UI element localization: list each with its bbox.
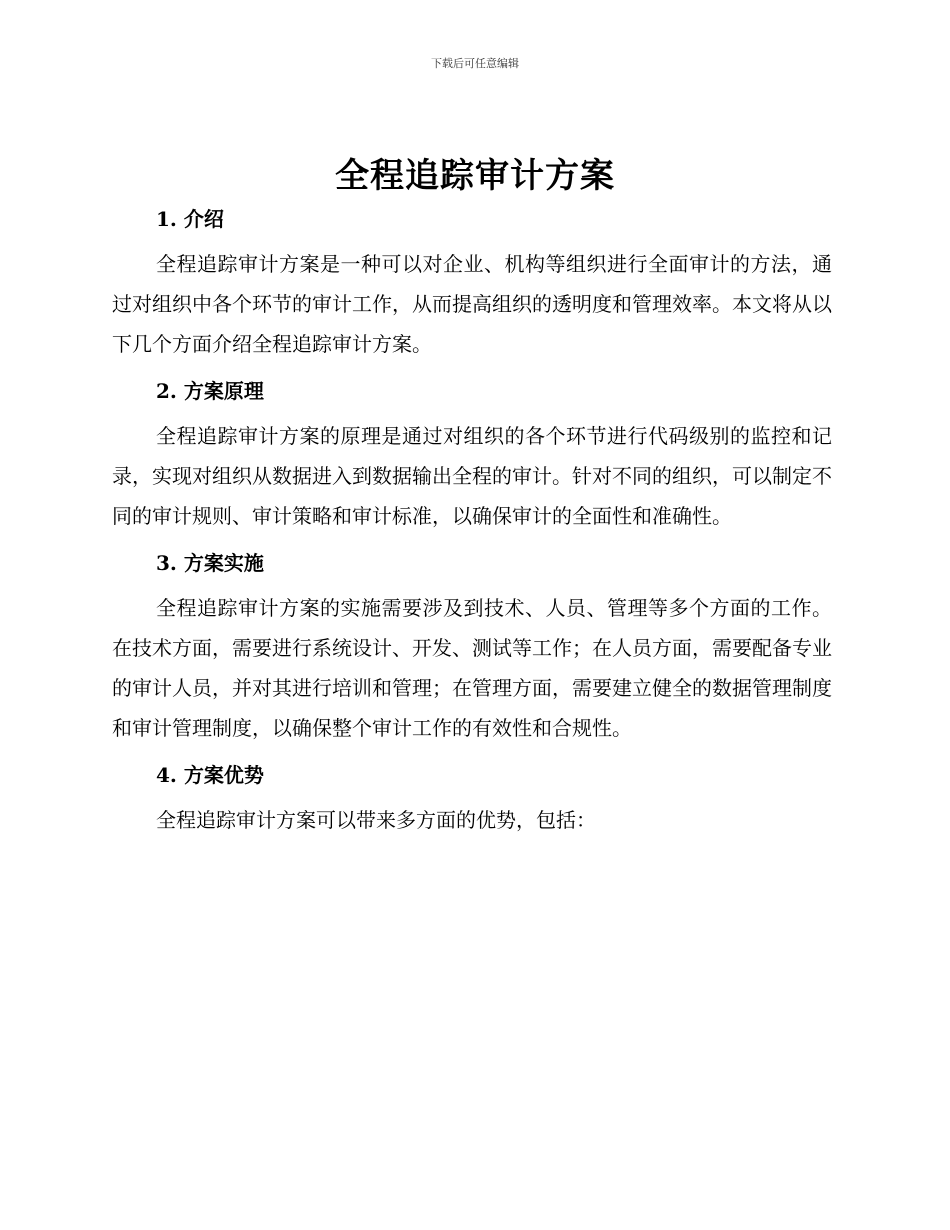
section-heading-principle: 2. 方案原理: [156, 379, 264, 403]
document-body: [112, 200, 832, 840]
section-body-advantages: 全程追踪审计方案可以带来多方面的优势，包括：: [156, 808, 596, 832]
section-heading-intro: 1. 介绍: [156, 207, 224, 231]
section-heading-advantages: 4. 方案优势: [156, 763, 264, 787]
section-heading-implementation: 3. 方案实施: [156, 551, 264, 575]
section-body-principle: 全程追踪审计方案的原理是通过对组织的各个环节进行代码级别的监控和记录，实现对组织从数据进入到数据输出全程的审计。针对不同的组织，可以制定不同的审计规则、审计策略和审计标准，以确保审计的全面性和准确性。: [112, 424, 832, 528]
document-title: 全程追踪审计方案: [335, 156, 615, 196]
section-body-implementation: 全程追踪审计方案的实施需要涉及到技术、人员、管理等多个方面的工作。在技术方面，需要进行系统设计、开发、测试等工作；在人员方面，需要配备专业的审计人员，并对其进行培训和管理；在管理方面，需要建立健全的数据管理制度和审计管理制度，以确保整个审计工作的有效性和合规性。: [112, 596, 832, 740]
header-note: 下载后可任意编辑: [431, 57, 519, 70]
section-body-intro: 全程追踪审计方案是一种可以对企业、机构等组织进行全面审计的方法，通过对组织中各个环节的审计工作，从而提高组织的透明度和管理效率。本文将从以下几个方面介绍全程追踪审计方案。: [112, 252, 832, 356]
